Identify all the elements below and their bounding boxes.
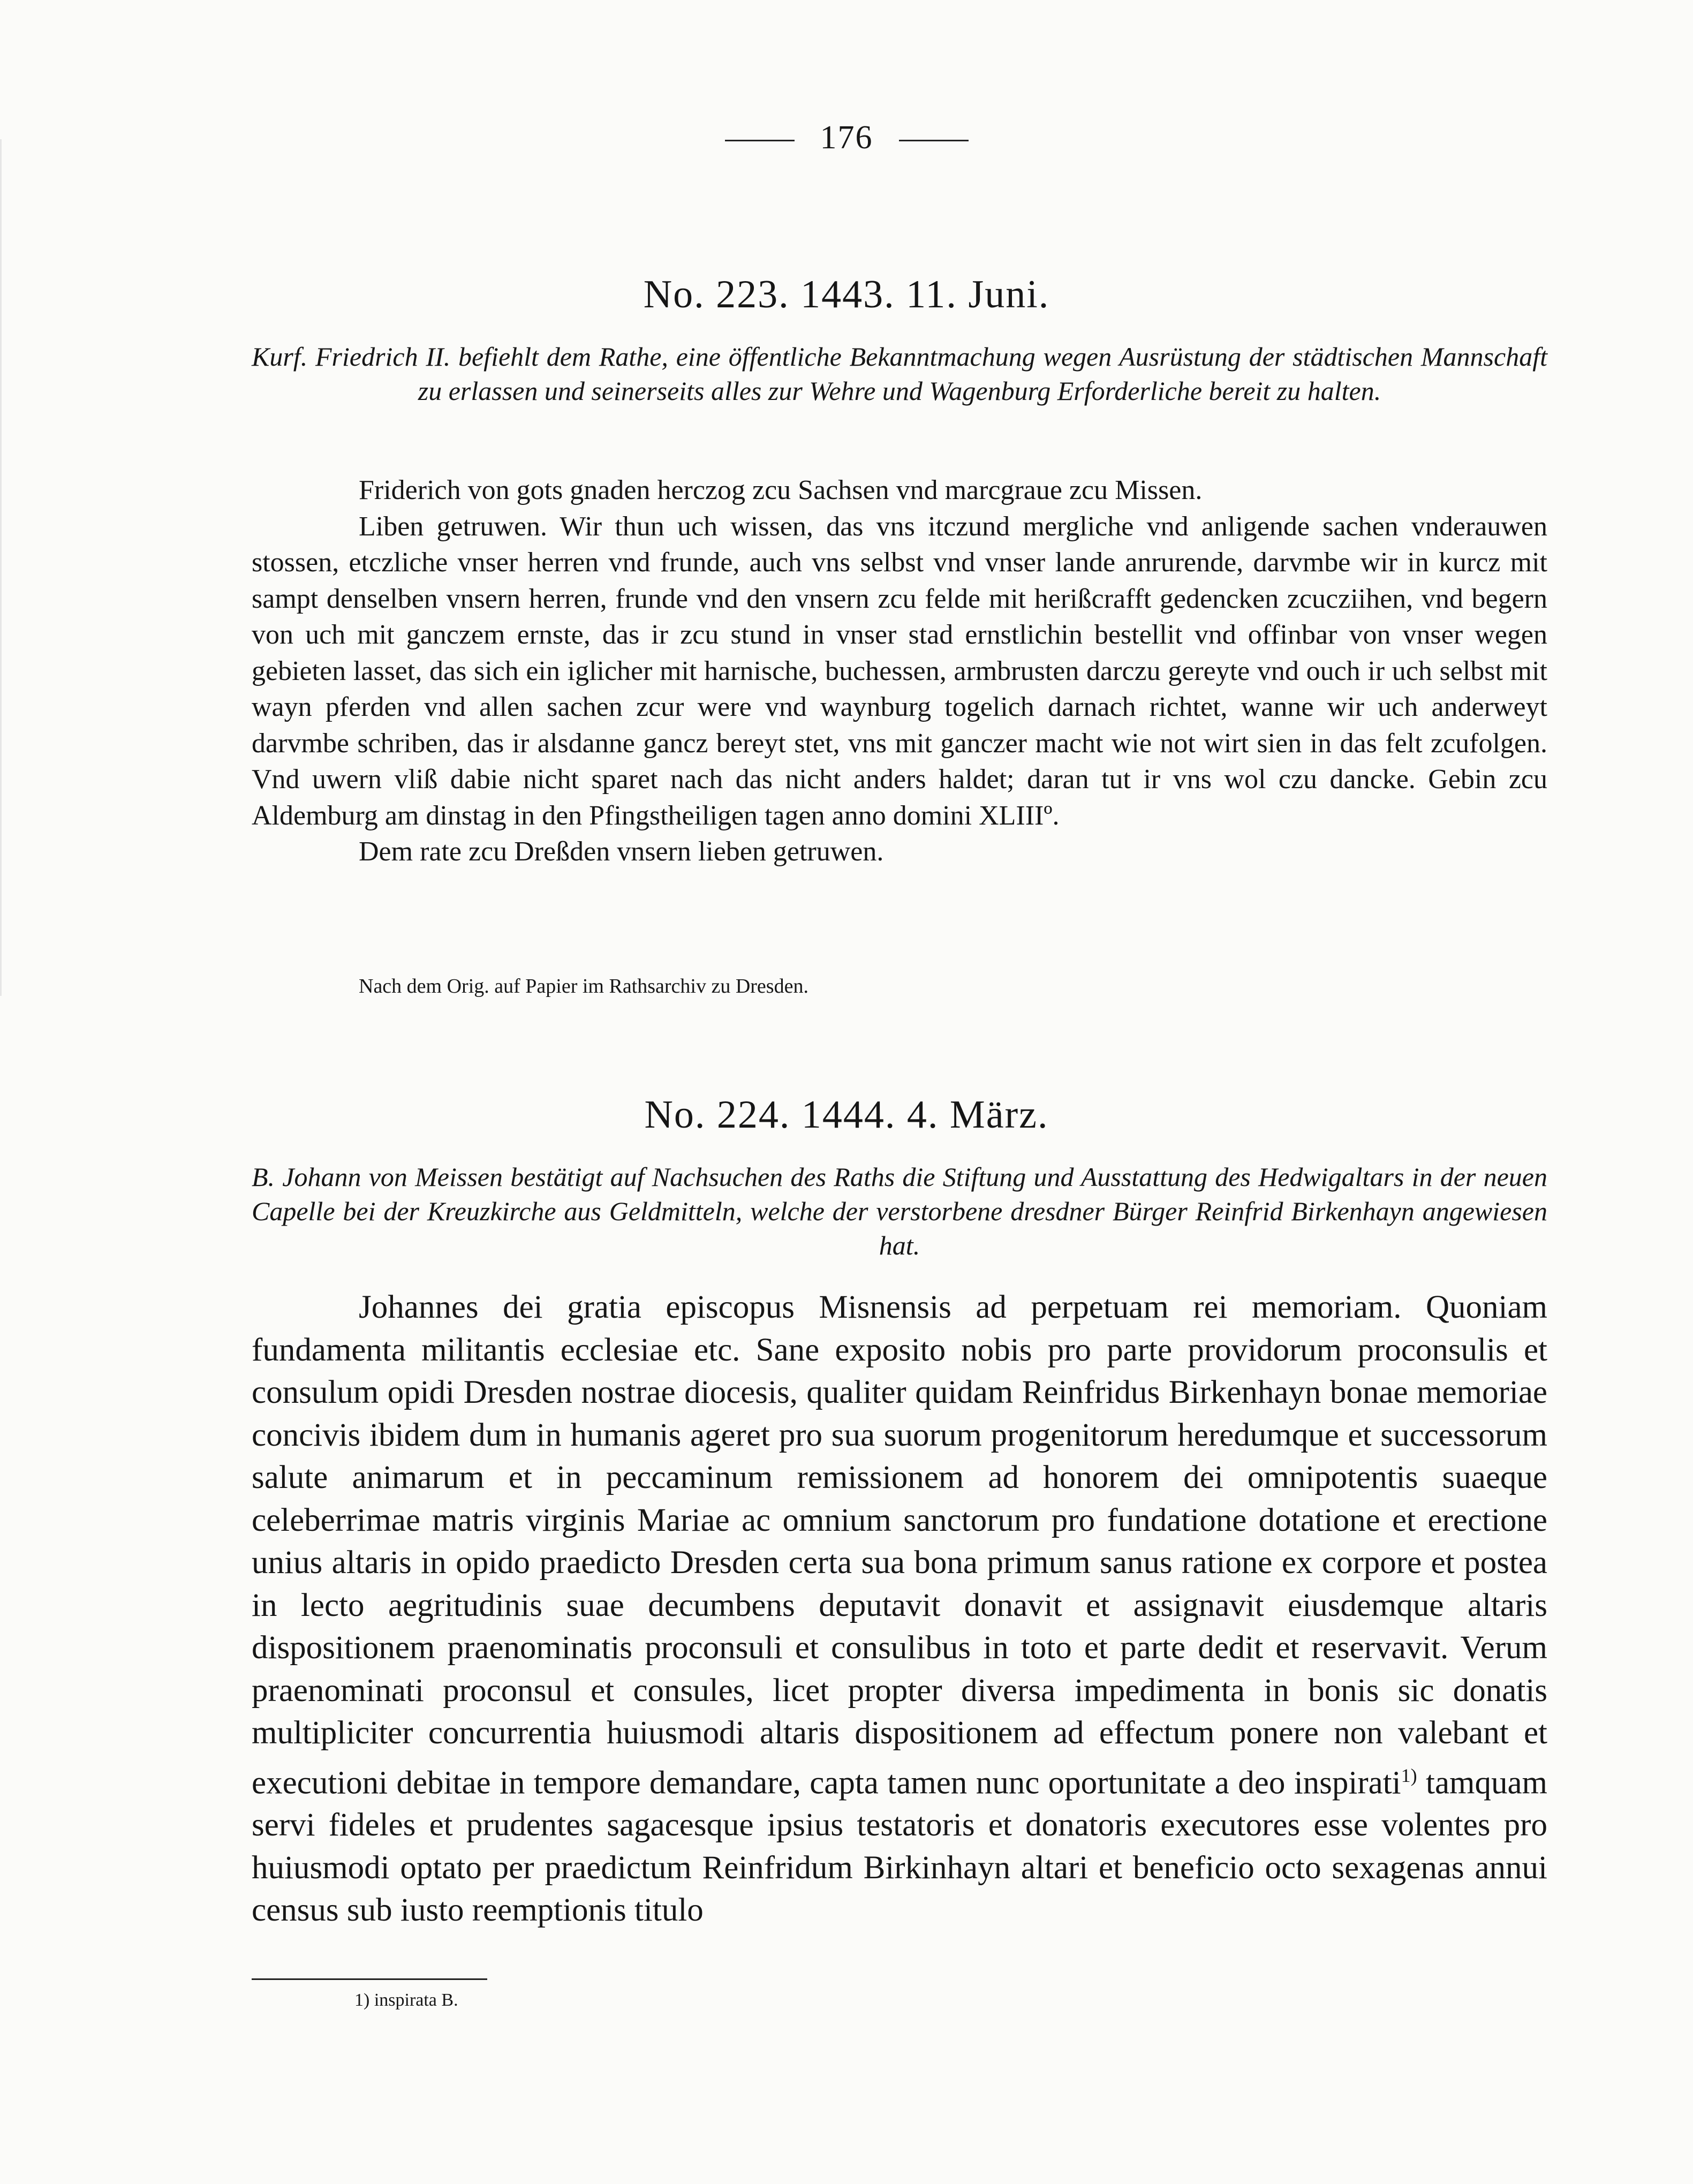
footnote: 1) inspirata B. [354, 1990, 458, 2010]
document-223-source-note: Nach dem Orig. auf Papier im Rathsarchiv zu Dresden. [359, 975, 808, 997]
document-224-regest: B. Johann von Meissen bestätigt auf Nachsuchen des Raths die Stiftung und Ausstattung des Hedwigaltars in der neuen Capelle bei der Kreuzkirche aus Geldmitteln, welche der verstorbene dresdner Bürger Reinfrid Birkenhayn angewiesen hat. [252, 1162, 1547, 1260]
footnote-reference: 1) [1401, 1764, 1417, 1786]
document-224-body-part2: tamquam servi fideles et prudentes sagacesque ipsius testatoris et donatoris executores esse volentes pro huiusmodi optato per praedictum Reinfridum Birkinhayn altari et beneficio octo sexagenas annui census sub iusto reemptionis titulo [252, 1764, 1547, 1929]
document-224-text [252, 1286, 1547, 1932]
page-number-rule-left [725, 140, 795, 141]
document-224-body [252, 1286, 1547, 1932]
document-223-address: Dem rate zcu Dreßden vnsern lieben getruwen. [359, 836, 884, 867]
document-223-text [252, 472, 1547, 870]
document-223-body: Liben getruwen. Wir thun uch wissen, das vns itczund mergliche vnd anligende sachen vnderauwen stossen, etczliche vnser herren vnd frunde, auch vns selbst vnd vnser lande anrurende, darvmbe wir in kurcz mit sampt denselben vnsern herren, frunde vnd den vnsern zcu felde mit herißcrafft gedencken zcucziihen, vnd begern von uch mit ganczem ernste, das ir zcu stund in vnser stad ernstlichin bestellit vnd offinbar von vnser wegen gebieten lasset, das sich ein iglicher mit harnische, buchessen, armbrusten darczu gereyte vnd ouch ir uch selbst mit wayn pferden vnd allen sachen zcur were vnd waynburg togelich darnach richtet, wanne wir uch anderweyt darvmbe schriben, das ir alsdanne gancz bereyt stet, vns mit ganczer macht wie not wirt sien in das felt zcufolgen. Vnd uwern vliß dabie nicht sparet nach das nicht anders haldet; daran tut ir vns wol czu dancke. Gebin zcu Aldemburg am dinstag in den Pfingstheiligen tagen anno domini XLIIIº. [252, 511, 1547, 831]
document-223-heading: No. 223. 1443. 11. Juni. [643, 273, 1050, 316]
scan-edge-mark [0, 139, 2, 996]
footnote-rule [252, 1978, 487, 1980]
page-number [0, 119, 1693, 157]
document-224-body-part1: Johannes dei gratia episcopus Misnensis ad perpetuam rei memoriam. Quoniam fundamenta militantis ecclesiae etc. Sane exposito nobis pro parte providorum proconsulis et consulum opidi Dresden nostrae diocesis, qualiter quidam Reinfridus Birkenhayn bonae memoriae concivis ibidem dum in humanis ageret pro sua suorum progenitorum heredumque et successorum salute animarum et in peccaminum remissionem ad honorem dei omnipotentis suaeque celeberrimae matris virginis Mariae ac omnium sanctorum pro fundatione dotatione et erectione unius altaris in opido praedicto Dresden certa sua bona primum sanus ratione ex corpore et postea in lecto aegritudinis suae decumbens deputavit donavit et assignavit eiusdemque altaris dispositionem praenominatis proconsuli et consulibus in toto et parte dedit et reservavit. Verum praenominati proconsul et consules, licet propter diversa impedimenta in bonis sic donatis multipliciter concurrentia huiusmodi altaris dispositionem ad effectum ponere non valebant et executioni debitae in tempore demandare, capta tamen nunc oportunitate a deo inspirati [252, 1289, 1547, 1801]
page-number-rule-right [899, 140, 969, 141]
document-224-heading: No. 224. 1444. 4. März. [644, 1093, 1049, 1137]
page-number-text: 176 [820, 119, 873, 156]
document-223-intitulatio: Friderich von gots gnaden herczog zcu Sachsen vnd marcgraue zcu Missen. [359, 475, 1203, 505]
document-223-regest: Kurf. Friedrich II. befiehlt dem Rathe, eine öffentliche Bekanntmachung wegen Ausrüstung der städtischen Mannschaft zu erlassen und seinerseits alles zur Wehre und Wagenburg Erforderliche bereit zu halten. [252, 342, 1547, 406]
